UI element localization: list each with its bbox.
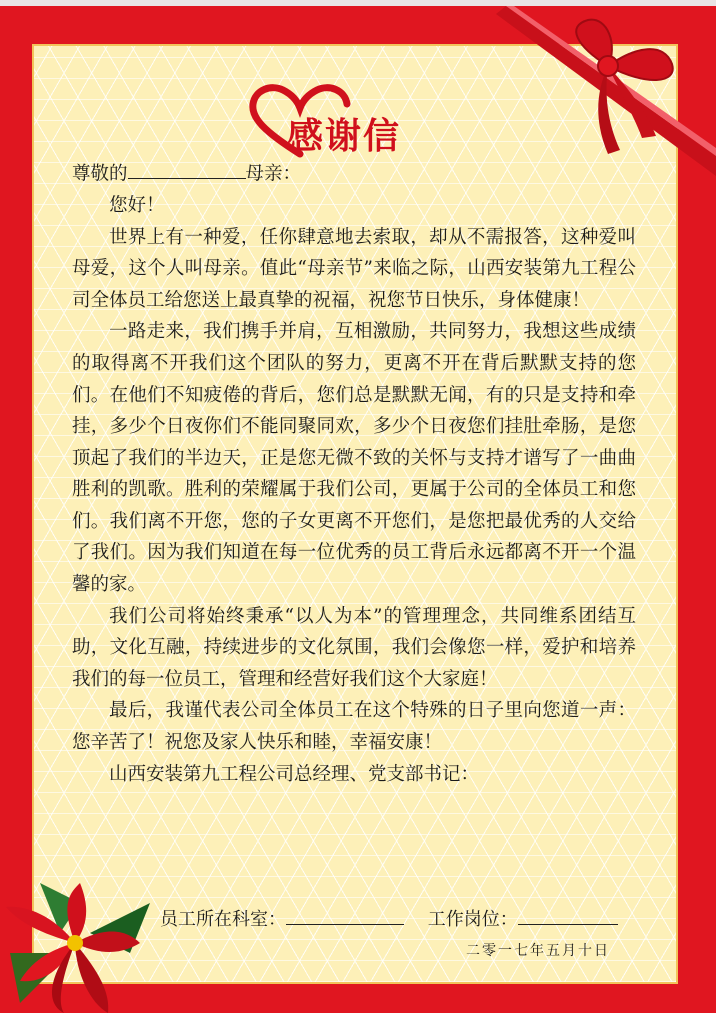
position-blank <box>518 904 618 925</box>
paragraph-1: 世界上有一种爱，任你肆意地去索取，却从不需报答，这种爱叫母爱，这个人叫母亲。值此“母亲节”来临之际，山西安装第九工程公司全体员工给您送上最真挚的祝福，祝您节日快乐，身体健康！ <box>72 226 636 311</box>
poinsettia-flower-icon <box>0 863 170 1013</box>
paragraph-2: 一路走来，我们携手并肩，互相激励，共同努力，我想这些成绩的取得离不开我们这个团队的努力，更离不开在背后默默支持的您们。在他们不知疲倦的背后，您们总是默默无闻，有的只是支持和牵挂，多少个日夜你们不能同聚同欢，多少个日夜您们挂肚牵肠，是您顶起了我们的半边天，正是您无微不致的关怀与支持才谱写了一曲曲胜利的凯歌。胜利的荣耀属于我们公司，更属于公司的全体员工和您们。我们离不开您，您的子女更离不开您们，是您把最优秀的人交给了我们。因为我们知道在每一位优秀的员工背后永远都离不开一个温馨的家。 <box>72 321 636 596</box>
letter-date: 二零一七年五月十日 <box>466 943 610 959</box>
title-block <box>245 82 445 162</box>
dept-blank <box>286 904 404 925</box>
greeting-suffix: 母亲： <box>245 163 302 185</box>
name-blank <box>128 158 246 179</box>
page-title: 感谢信 <box>287 116 402 157</box>
greeting-prefix: 尊敬的 <box>72 163 128 185</box>
position-label: 工作岗位： <box>427 908 518 930</box>
greeting-line <box>72 158 636 190</box>
ribbon-bow-icon <box>496 6 716 176</box>
letter-page <box>0 6 716 1013</box>
paragraph-4: 最后，我谨代表公司全体员工在这个特殊的日子里向您道一声：您辛苦了！祝您及家人快乐和睦，幸福安康！ <box>72 700 636 754</box>
footer-fields <box>160 904 618 931</box>
paragraph-3: 我们公司将始终秉承“以人为本”的管理理念，共同维系团结互助，文化互融，持续进步的文化氛围，我们会像您一样，爱护和培养我们的每一位员工，管理和经营好我们这个大家庭！ <box>72 605 636 690</box>
dept-label: 员工所在科室： <box>160 908 286 930</box>
salutation: 您好！ <box>109 194 165 216</box>
letter-body <box>72 158 636 790</box>
signature: 山西安装第九工程公司总经理、党支部书记： <box>109 763 480 785</box>
